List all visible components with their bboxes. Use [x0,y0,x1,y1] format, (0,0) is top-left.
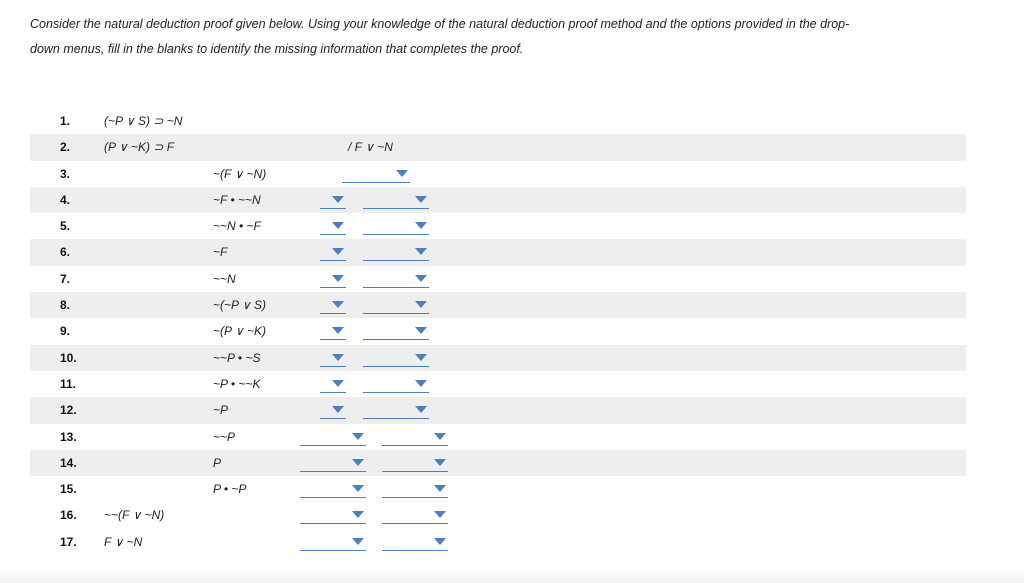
caret-down-icon [352,538,364,545]
rule-dropdown[interactable] [363,297,429,314]
line-number: 13. [60,429,77,444]
caret-down-icon [434,485,446,492]
rule-dropdown[interactable] [363,376,429,393]
caret-down-icon [332,196,344,203]
derived-formula: ~~N [213,271,236,286]
rule-dropdown[interactable] [363,218,429,235]
line-reference-dropdown[interactable] [342,166,410,183]
caret-down-icon [332,222,344,229]
proof-row [30,397,966,423]
rule-dropdown[interactable] [382,455,448,472]
caret-down-icon [352,511,364,518]
caret-down-icon [434,538,446,545]
caret-down-icon [352,485,364,492]
line-number: 5. [60,219,71,234]
proof-row [30,424,966,450]
proof-row [30,502,966,528]
caret-down-icon [415,354,427,361]
line-reference-dropdown[interactable] [320,402,346,419]
rule-dropdown[interactable] [382,481,448,498]
line-number: 1. [60,114,71,128]
caret-down-icon [352,459,364,466]
line-reference-dropdown[interactable] [300,429,366,446]
derived-formula: ~~P • ~S [213,350,261,365]
caret-down-icon [434,459,446,466]
derived-formula: ~P [213,403,229,418]
caret-down-icon [332,248,344,255]
caret-down-icon [415,196,427,203]
line-number: 10. [60,350,77,365]
premise-formula: F ∨ ~N [104,534,143,549]
line-reference-dropdown[interactable] [320,244,346,261]
line-reference-dropdown[interactable] [320,218,346,235]
proof-row [30,450,966,476]
caret-down-icon [332,275,344,282]
derived-formula: ~(P ∨ ~K) [213,324,267,339]
proof-row [30,266,966,292]
rule-dropdown[interactable] [363,402,429,419]
caret-down-icon [434,511,446,518]
proof-row [30,529,966,555]
proof-row [30,292,966,318]
premise-formula: (~P ∨ S) ⊃ ~N [104,114,183,128]
line-reference-dropdown[interactable] [300,507,366,524]
line-number: 8. [60,298,71,313]
derived-formula: ~P • ~~K [213,376,261,391]
caret-down-icon [332,354,344,361]
proof-row [30,108,966,134]
line-number: 16. [60,508,77,523]
line-reference-dropdown[interactable] [320,271,346,288]
line-reference-dropdown[interactable] [320,350,346,367]
proof-row [30,345,966,371]
derived-formula: ~~P [213,429,236,444]
line-number: 15. [60,482,77,497]
line-number: 2. [60,140,71,155]
instructions [30,12,990,62]
line-number: 14. [60,455,77,470]
caret-down-icon [415,327,427,334]
rule-dropdown[interactable] [363,323,429,340]
line-number: 7. [60,271,71,286]
caret-down-icon [415,222,427,229]
line-number: 3. [60,166,71,181]
line-reference-dropdown[interactable] [320,376,346,393]
line-number: 17. [60,534,77,549]
rule-dropdown[interactable] [363,244,429,261]
caret-down-icon [332,301,344,308]
rule-dropdown[interactable] [382,534,448,551]
derived-formula: ~(~P ∨ S) [213,298,267,313]
line-reference-dropdown[interactable] [300,534,366,551]
line-reference-dropdown[interactable] [300,481,366,498]
line-reference-dropdown[interactable] [320,323,346,340]
derived-formula: ~F • ~~N [213,192,261,207]
caret-down-icon [332,327,344,334]
caret-down-icon [415,248,427,255]
caret-down-icon [415,275,427,282]
rule-dropdown[interactable] [382,429,448,446]
proof-row [30,371,966,397]
rule-dropdown[interactable] [363,271,429,288]
premise-formula: (P ∨ ~K) ⊃ F [104,140,175,155]
proof-row [30,318,966,344]
proof-table [30,108,966,555]
caret-down-icon [352,433,364,440]
proof-row [30,476,966,502]
derived-formula: ~F [213,245,228,260]
proof-row [30,187,966,213]
rule-dropdown[interactable] [363,350,429,367]
derived-formula: ~~N • ~F [213,219,261,234]
line-number: 11. [60,376,77,391]
line-reference-dropdown[interactable] [320,297,346,314]
proof-row [30,213,966,239]
instructions-line-1: Consider the natural deduction proof given below. Using your knowledge of the natural deduction proof method and the options provided in the drop- [30,17,850,31]
caret-down-icon [415,301,427,308]
proof-row [30,134,966,160]
rule-dropdown[interactable] [382,507,448,524]
rule-dropdown[interactable] [363,192,429,209]
line-number: 9. [60,324,71,339]
premise-formula: ~~(F ∨ ~N) [104,508,165,523]
caret-down-icon [396,170,408,177]
caret-down-icon [434,433,446,440]
instructions-line-2: down menus, fill in the blanks to identify the missing information that completes the proof. [30,42,524,56]
line-reference-dropdown[interactable] [300,455,366,472]
line-reference-dropdown[interactable] [320,192,346,209]
derived-formula: ~(F ∨ ~N) [213,166,267,181]
derived-formula: P [213,455,222,470]
footer-band [0,569,1024,583]
caret-down-icon [332,406,344,413]
caret-down-icon [415,380,427,387]
proof-row [30,239,966,265]
caret-down-icon [332,380,344,387]
caret-down-icon [415,406,427,413]
proof-row [30,161,966,187]
conclusion-formula: / F ∨ ~N [348,140,393,155]
derived-formula: P • ~P [213,482,247,497]
line-number: 6. [60,245,71,260]
line-number: 12. [60,403,77,418]
line-number: 4. [60,192,71,207]
